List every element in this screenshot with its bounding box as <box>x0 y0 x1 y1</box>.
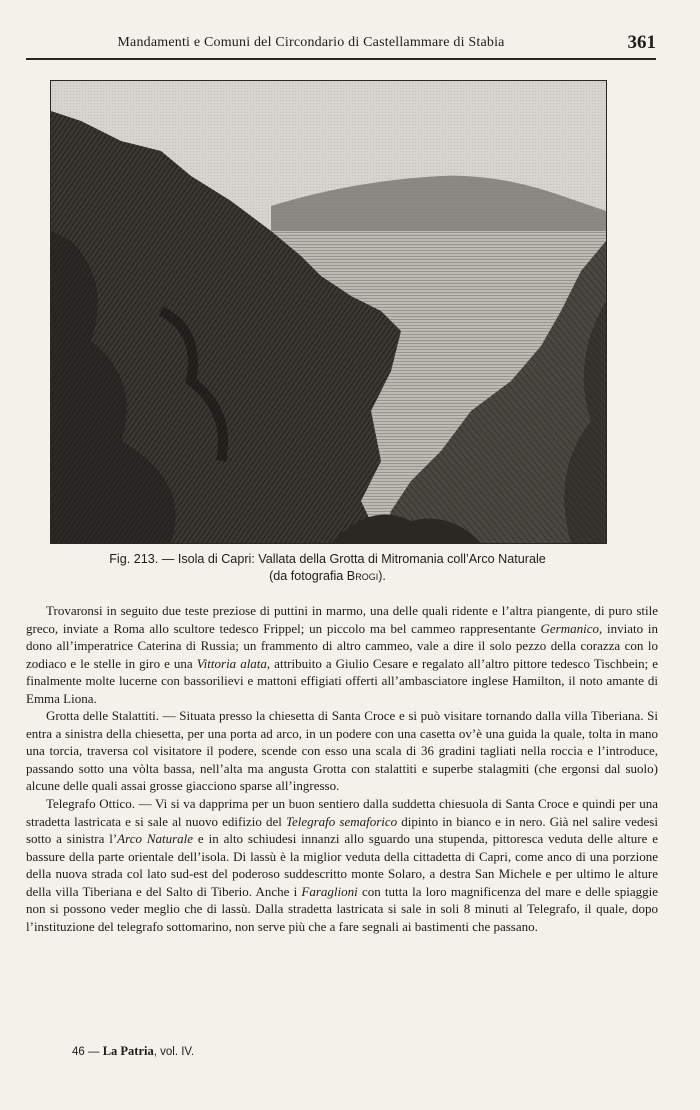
p3-text-c: dipinto in bianco e in nero. Già nel salire vedesi sotto a sinistra l’ <box>26 813 658 847</box>
signature-footer <box>72 1044 194 1059</box>
caption-pre: (da fotografia <box>269 569 347 583</box>
p3-text-a: Telegrafo Ottico. — Vi si va dapprima per un buon sentiero dalla suddetta chiesuola di Santa Croce e quindi per una stradetta lastricata e si sale al nuovo edifizio del <box>26 796 658 829</box>
engraving-illustration <box>51 81 606 543</box>
paragraph-findings <box>26 602 658 707</box>
p2-text: Grotta delle Stalattiti. — Situata presso la chiesetta di Santa Croce e si può visitare tornando dalla villa Tiberiana. Si entra a sinistra della chiesetta, per una porta ad arco, in un podere con una casetta ov’è una guida la quale, tolta in mano una torcia, traversa col visitatore il podere, scende con esso una scala di 36 gradini tagliati nella roccia e l’introduce, passando sotto una vòlta bassa, nell’alta ma angusta Grotta con stalattiti e superbe stalagmiti (che ergonsi dal suolo) alcune delle quali assai grosse giacciono sparse all’ingresso. <box>26 708 658 794</box>
figure-engraving <box>50 80 607 544</box>
figure-caption <box>40 551 615 585</box>
work-title: La Patria <box>102 1044 154 1058</box>
volume-label: , vol. IV. <box>153 1046 195 1058</box>
body-text <box>26 602 658 935</box>
paragraph-telegrafo <box>26 795 658 935</box>
p3-text-e: e in alto schiudesi innanzi allo sguardo una stupenda, pittoresca veduta delle alture e bassure della parte orientale dell’isola. Di lassù è la miglior veduta della cittadetta di Capri, come anco di una porzione della nuova strada col lato sud-est del poderoso suddescritto monte Solaro, a destra San Michele e per ultimo le alture della villa Tiberiana e del Salto di Tiberio. Anche i <box>26 831 659 899</box>
paragraph-grotta-stalattiti <box>26 707 658 795</box>
p1-italic-vittoria: Vittoria alata <box>196 655 267 671</box>
caption-photographer: Brogi <box>346 569 379 583</box>
p1-text-e: , attribuito a Giulio Cesare e regalato all’altro pittore tedesco Tischbein; e finalmente molte lucerne con bassorilievi e mattoni effigiati offerti all’ambasciatore inglese Hamilton, il noto amante di Emma Liona. <box>26 655 658 706</box>
signature-dash: — <box>84 1046 103 1058</box>
p3-italic-faraglioni: Faraglioni <box>301 883 358 899</box>
caption-line-2 <box>40 568 615 585</box>
caption-line-1: Fig. 213. — Isola di Capri: Vallata della Grotta di Mitromania coll’Arco Naturale <box>109 552 546 566</box>
caption-post: ). <box>378 569 386 583</box>
p3-text-g: con tutta la loro magnificenza del mare e delle spiaggie non si possono veder meglio che di lassù. Dalla stradetta lastricata si sale in soli 8 minuti al Telegrafo, il quale, dopo l’instituzione del telegrafo sottomarino, non serve più che a fare segnali ai bastimenti che passano. <box>26 883 658 934</box>
page-number: 361 <box>627 32 656 53</box>
p3-italic-telegrafo: Telegrafo semaforico <box>285 813 398 829</box>
p1-text-a: Trovaronsi in seguito due teste preziose di puttini in marmo, una delle quali ridente e l’altra piangente, di puro stile greco, inviate a Roma allo scultore tedesco Frippel; un piccolo ma bel cammeo rappresentante <box>26 603 658 636</box>
p1-text-c: , inviato in dono all’imperatrice Caterina di Russia; un frammento di altro cammeo, vale a dire il solo pezzo della corazza con lo zodiaco e le stelle in giro e una <box>26 620 658 671</box>
signature-number: 46 <box>72 1046 85 1058</box>
p1-italic-germanico: Germanico <box>540 620 600 636</box>
running-header <box>26 32 656 60</box>
running-header-title: Mandamenti e Comuni del Circondario di Castellammare di Stabia <box>117 35 505 50</box>
p3-italic-arco: Arco Naturale <box>117 831 194 847</box>
